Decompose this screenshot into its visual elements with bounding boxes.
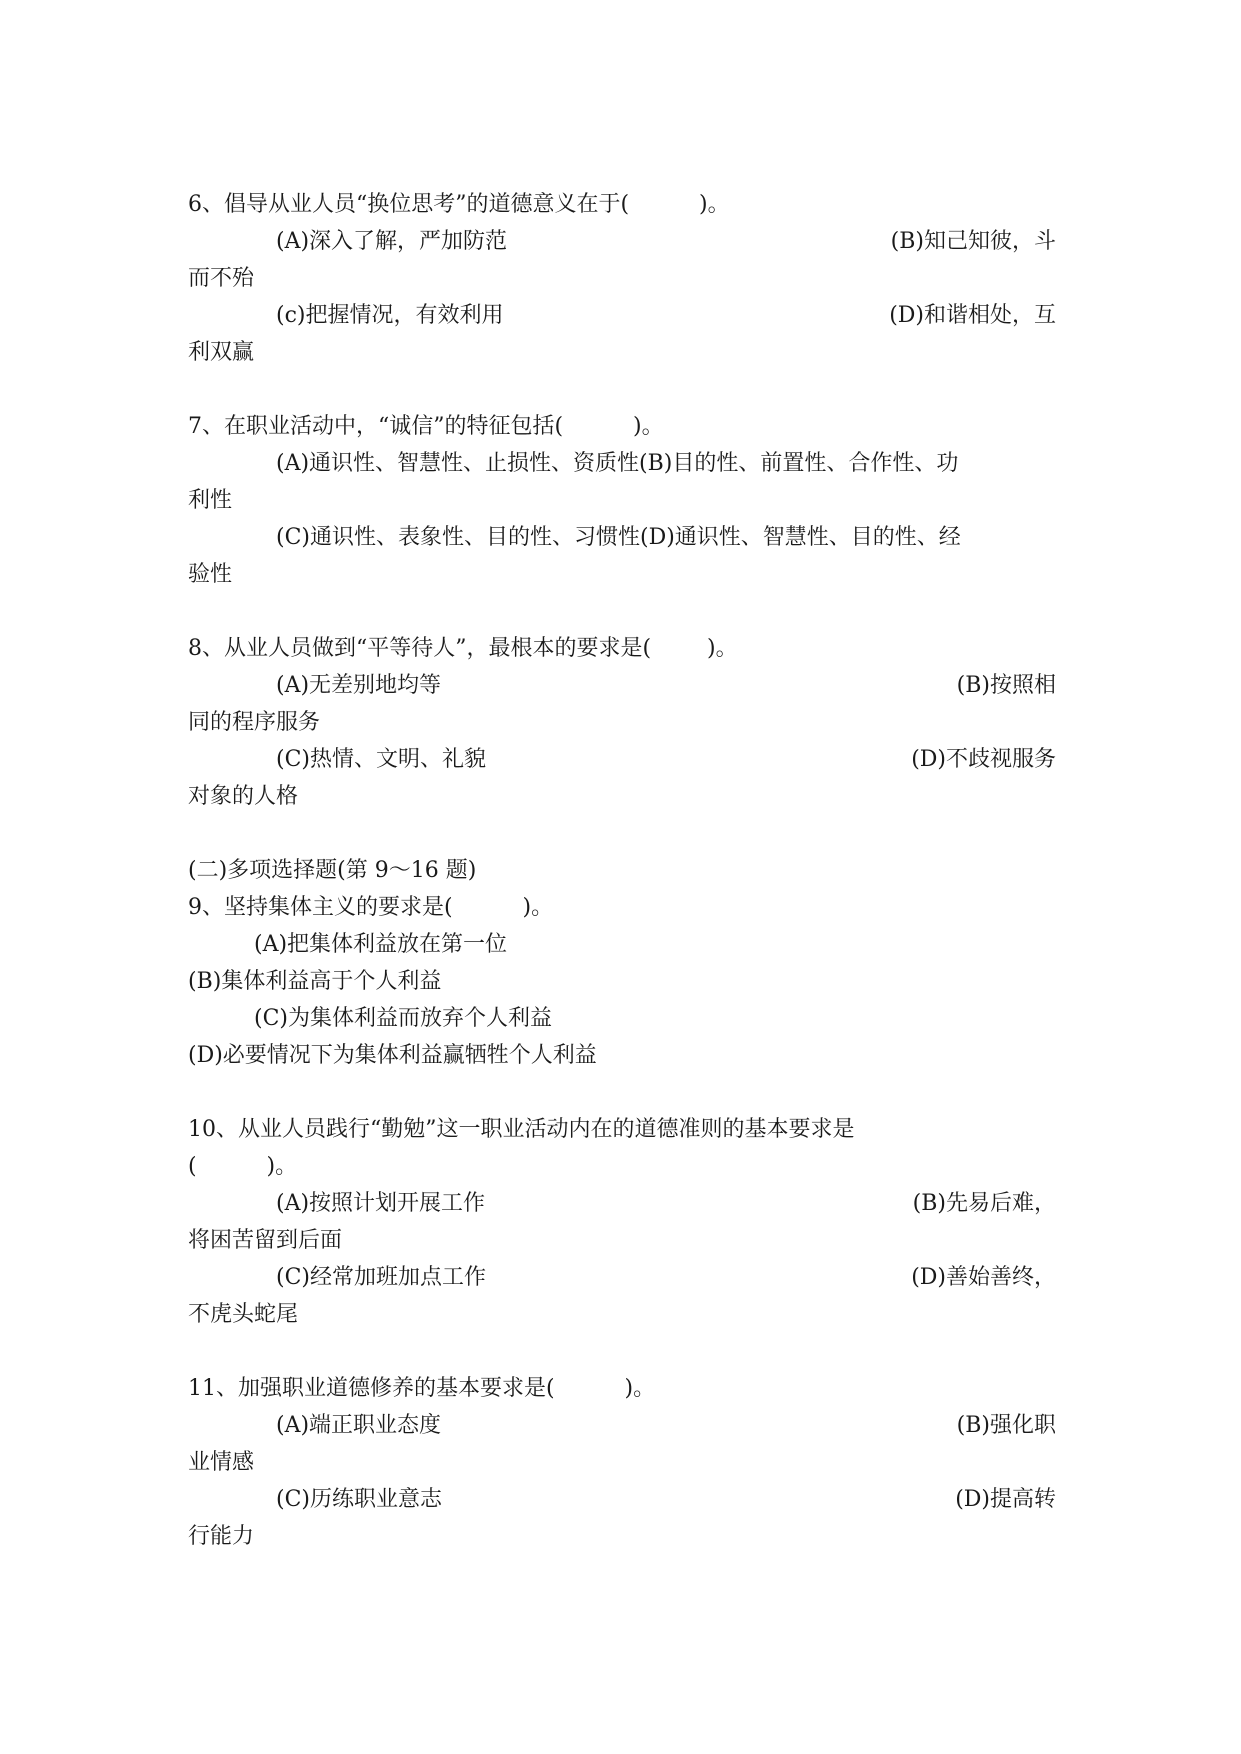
q10-option-a: (A)按照计划开展工作	[276, 1191, 486, 1216]
q7-options-cd-cont: 验性	[188, 562, 233, 587]
q8-option-b: (B)按照相	[956, 673, 1056, 698]
q8-option-a: (A)无差别地均等	[276, 673, 442, 698]
q6-option-d: (D)和谐相处，互	[889, 303, 1056, 328]
q11-option-d: (D)提高转	[955, 1487, 1056, 1512]
q8-option-d: (D)不歧视服务	[911, 747, 1056, 772]
q9-option-b: (B)集体利益高于个人利益	[188, 969, 442, 994]
q11-option-c: (C)历练职业意志	[276, 1487, 442, 1512]
q6-stem: 6、倡导从业人员“换位思考”的道德意义在于( )。	[188, 192, 730, 217]
q8-stem: 8、从业人员做到“平等待人”，最根本的要求是( )。	[188, 636, 738, 661]
q10-option-d-cont: 不虎头蛇尾	[188, 1302, 299, 1327]
q6-option-b-cont: 而不殆	[188, 266, 255, 291]
q9-stem: 9、坚持集体主义的要求是( )。	[188, 895, 554, 920]
q9-option-c: (C)为集体利益而放弃个人利益	[254, 1006, 552, 1031]
q10-stem-cont: ( )。	[188, 1154, 298, 1179]
q6-option-c: (c)把握情况，有效利用	[276, 303, 504, 328]
q9-option-d: (D)必要情况下为集体利益赢牺牲个人利益	[188, 1043, 597, 1068]
q10-option-b: (B)先易后难，	[912, 1191, 1056, 1216]
q10-option-d: (D)善始善终，	[911, 1265, 1056, 1290]
q6-option-a: (A)深入了解，严加防范	[276, 229, 508, 254]
q6-option-b: (B)知己知彼，斗	[890, 229, 1056, 254]
q10-option-c: (C)经常加班加点工作	[276, 1265, 486, 1290]
q8-option-c: (C)热情、文明、礼貌	[276, 747, 486, 772]
q10-option-b-cont: 将困苦留到后面	[188, 1228, 343, 1253]
q8-option-d-cont: 对象的人格	[188, 784, 299, 809]
q11-option-b-cont: 业情感	[188, 1450, 255, 1475]
q9-option-a: (A)把集体利益放在第一位	[254, 932, 508, 957]
section-heading-multiple-choice: (二)多项选择题(第 9～16 题)	[188, 858, 477, 883]
q7-options-ab: (A)通识性、智慧性、止损性、资质性(B)目的性、前置性、合作性、功	[276, 451, 959, 476]
q11-stem: 11、加强职业道德修养的基本要求是( )。	[188, 1376, 656, 1401]
q11-option-d-cont: 行能力	[188, 1524, 255, 1549]
q7-stem: 7、在职业活动中，“诚信”的特征包括( )。	[188, 414, 664, 439]
q7-options-cd: (C)通识性、表象性、目的性、习惯性(D)通识性、智慧性、目的性、经	[276, 525, 961, 550]
q11-option-a: (A)端正职业态度	[276, 1413, 442, 1438]
q8-option-b-cont: 同的程序服务	[188, 710, 321, 735]
q7-options-ab-cont: 利性	[188, 488, 233, 513]
q11-option-b: (B)强化职	[956, 1413, 1056, 1438]
q6-option-d-cont: 利双赢	[188, 340, 255, 365]
q10-stem: 10、从业人员践行“勤勉”这一职业活动内在的道德准则的基本要求是	[188, 1117, 855, 1142]
